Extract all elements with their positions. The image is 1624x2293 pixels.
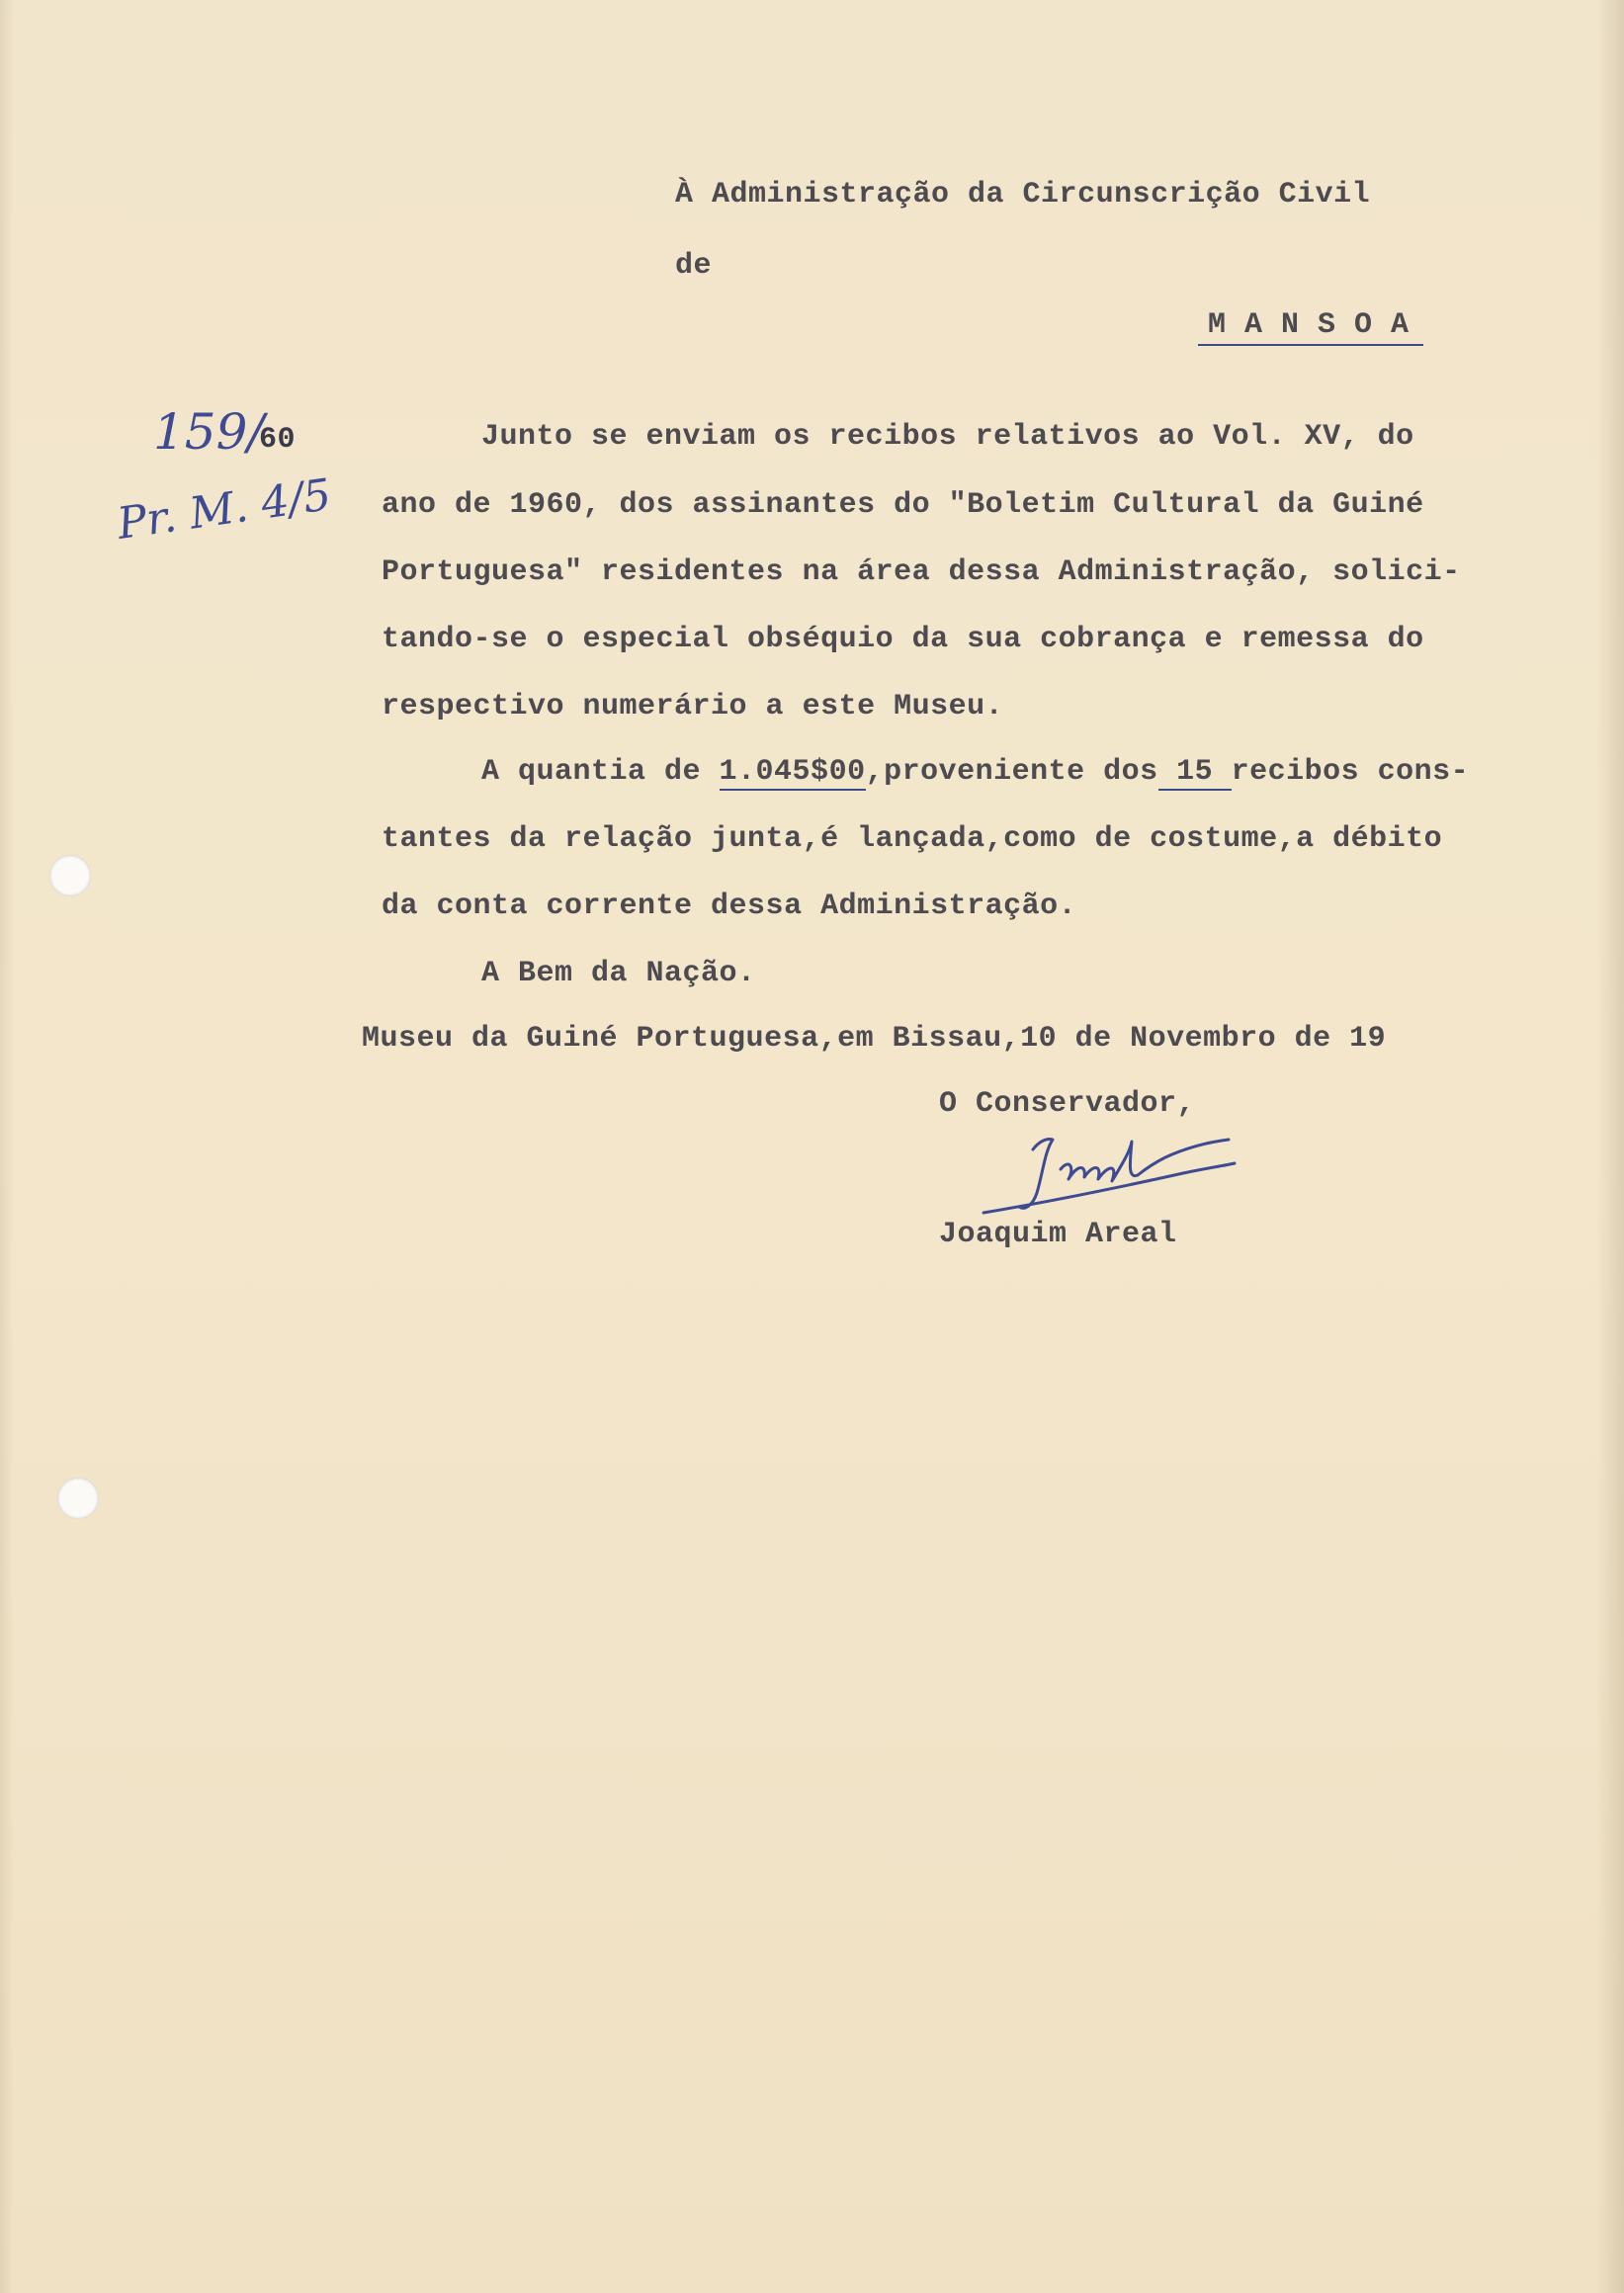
signatory-title: O Conservador,	[939, 1087, 1196, 1121]
recipient-line-1: À Administração da Circunscrição Civil	[675, 178, 1371, 212]
body-line-6	[481, 755, 1469, 789]
body-line-8: da conta corrente dessa Administração.	[382, 890, 1077, 923]
body-line-7: tantes da relação junta,é lançada,como de costume,a débito	[382, 822, 1443, 856]
amount-intro: A quantia de	[481, 755, 720, 789]
handwritten-signature	[964, 1122, 1250, 1231]
amount-value: 1.045$00	[719, 755, 866, 789]
margin-ref-typed: 60	[259, 423, 297, 457]
salutation: A Bem da Nação.	[481, 957, 756, 990]
paper-edge-right	[1596, 0, 1624, 2293]
body-line-1: Junto se enviam os recibos relativos ao Vol. XV, do	[481, 420, 1414, 454]
amount-origin: ,proveniente dos	[865, 755, 1158, 789]
punch-hole-top	[49, 855, 91, 896]
paper-edge-left	[0, 0, 14, 2293]
receipt-count: 15	[1157, 755, 1232, 789]
punch-hole-bottom	[57, 1478, 99, 1519]
recipient-line-2: de	[675, 249, 713, 283]
amount-tail: recibos cons-	[1231, 755, 1470, 789]
place-and-date: Museu da Guiné Portuguesa,em Bissau,10 de Novembro de 19	[362, 1022, 1387, 1056]
margin-handwritten-note: Pr. M. 4/5	[114, 469, 335, 550]
signatory-name: Joaquim Areal	[939, 1218, 1177, 1251]
recipient-place: M A N S O A	[1198, 308, 1423, 346]
body-line-3: Portuguesa" residentes na área dessa Administração, solici-	[382, 555, 1461, 589]
body-line-4: tando-se o especial obséquio da sua cobrança e remessa do	[382, 623, 1424, 656]
body-line-5: respectivo numerário a este Museu.	[382, 690, 1004, 723]
margin-ref-handwritten: 159/	[153, 403, 265, 461]
body-line-2: ano de 1960, dos assinantes do "Boletim Cultural da Guiné	[382, 488, 1424, 522]
